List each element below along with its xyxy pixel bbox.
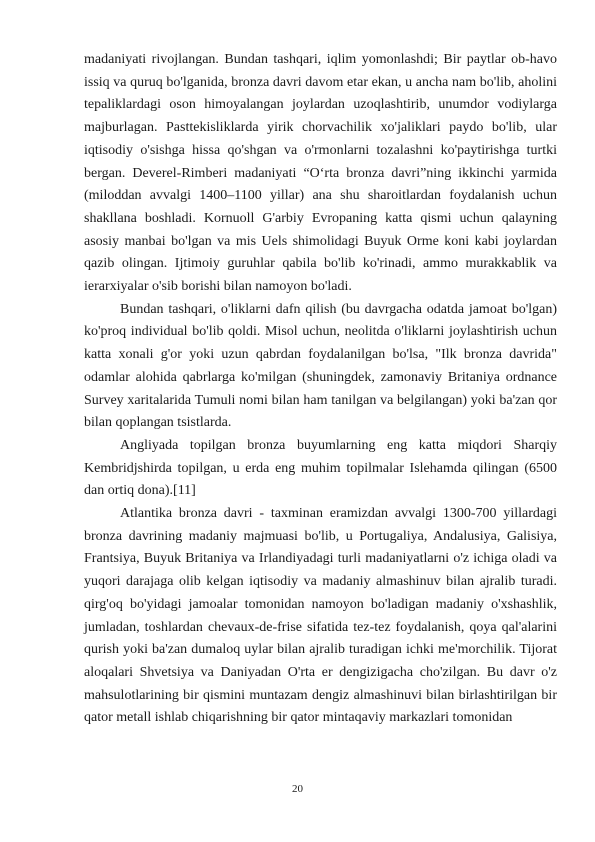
paragraph-2: Bundan tashqari, o'liklarni dafn qilish (bu davrgacha odatda jamoat bo'lgan) ko'proq individual bo'lib qoldi. Misol uchun, neolitda o'liklarni joylashtirish uchun katta xonali g'or yoki uzun qabrdan foydalanilgan bo'lsa, "Ilk bronza davrida" odamlar alohida qabrlarga ko'milgan (shuningdek, zamonaviy Britaniya ordnance Survey xaritalarida Tumuli nomi bilan ham tanilgan va belgilangan) yoki ba'zan qor bilan qoplangan tsistlarda. [84, 301, 557, 431]
paragraph-3: Angliyada topilgan bronza buyumlarning eng katta miqdori Sharqiy Kembridjshirda topilgan, u erda eng muhim topilmalar Islehamda qilingan (6500 dan ortiq dona).[11] [84, 437, 557, 499]
page-number: 20 [292, 783, 303, 795]
paragraph-1: madaniyati rivojlangan. Bundan tashqari, iqlim yomonlashdi; Bir paytlar ob-havo issiq va quruq bo'lganida, bronza davri davom etar ekan, u ancha nam bo'lib, aholini tepaliklardagi oson himoyalangan joylardan uzoqlashtirib, unumdor vodiylarga majburlagan. Pasttekisliklarda yirik chorvachilik xo'jaliklari paydo bo'lib, ular iqtisodiy o'sishga hissa qo'shgan va o'rmonlarni tozalashni ko'paytirishga turtki bergan. Deverel-Rimberi madaniyati “O‘rta bronza davri”ning ikkinchi yarmida (miloddan avvalgi 1400–1100 yillar) ana shu sharoitlardan foydalanish uchun shakllana boshladi. Kornuoll G'arbiy Evropaning katta qismi uchun qalayning asosiy manbai bo'lgan va mis Uels shimolidagi Buyuk Orme koni kabi joylardan qazib olingan. Ijtimoiy guruhlar qabila bo'lib ko'rinadi, ammo murakkablik va ierarxiyalar o'sib borishi bilan namoyon bo'ladi. [84, 52, 557, 295]
paragraph-4: Atlantika bronza davri - taxminan eramizdan avvalgi 1300-700 yillardagi bronza davrining madaniy majmuasi bo'lib, u Portugaliya, Andalusiya, Galisiya, Frantsiya, Buyuk Britaniya va Irlandiyadagi turli madaniyatlarni o'z ichiga oladi va yuqori darajaga olib kelgan iqtisodiy va madaniy almashinuv bilan ajralib turadi. qirg'oq bo'yidagi jamoalar tomonidan namoyon bo'ladigan madaniy o'xshashlik, jumladan, toshlardan chevaux-de-frise sifatida tez-tez foydalanish, qoya qal'alarini qurish yoki ba'zan dumaloq uylar bilan ajralib turadigan ichki me'morchilik. Tijorat aloqalari Shvetsiya va Daniyadan O'rta er dengizigacha cho'zilgan. Bu davr o'z mahsulotlarining bir qismini muntazam dengiz almashinuvi bilan birlashtirilgan bir qator metall ishlab chiqarishning bir qator mintaqaviy markazlari tomonidan [84, 506, 557, 726]
body-text [84, 49, 557, 730]
